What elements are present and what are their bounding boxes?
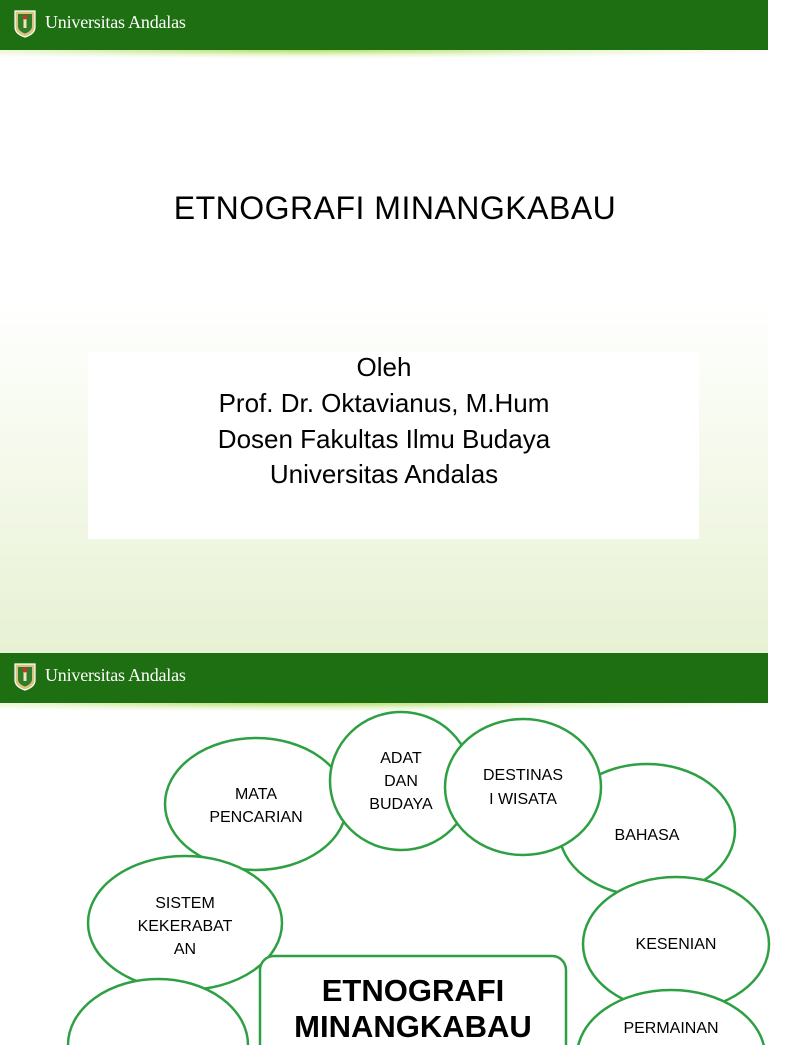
node-permainan [577,990,765,1045]
node-label: KESENIAN [635,936,717,953]
node-label: PERMAINAN [623,1020,719,1037]
node-label: SISTEM [155,895,215,912]
subtitle-line: Oleh [356,352,412,382]
header-glow [0,50,768,58]
node-label: DESTINAS [482,767,564,784]
node-label: ADAT [380,750,422,767]
node-destinasi-wisata [445,719,601,855]
slide-header [0,0,768,50]
node-mata-pencarian [165,738,347,870]
node-label: BAHASA [614,827,680,844]
node-label: KEKERABAT [137,918,233,935]
center-title [260,973,566,1045]
university-crest-icon [14,10,36,38]
node-label: MATA [234,786,278,803]
node-sistem-kekerabatan [88,856,282,990]
diagram-slide [0,653,768,1044]
node-label: PENCARIAN [209,809,303,826]
node-label: DAN [384,773,418,790]
center-title-line: ETNOGRAFI [321,973,505,1008]
subtitle-line: Universitas Andalas [269,459,499,489]
presentation-title: ETNOGRAFI MINANGKABAU [173,190,617,226]
center-title-line: MINANGKABAU [294,1009,532,1044]
node-label: AN [173,941,197,958]
subtitle-line: Prof. Dr. Oktavianus, M.Hum [218,388,550,418]
node-label: I WISATA [489,791,557,808]
institution-name: Universitas Andalas [45,665,186,685]
node-left-bottom [68,979,248,1045]
subtitle-line: Dosen Fakultas Ilmu Budaya [217,424,551,454]
node-label: BUDAYA [369,796,433,813]
institution-name: Universitas Andalas [45,12,186,32]
